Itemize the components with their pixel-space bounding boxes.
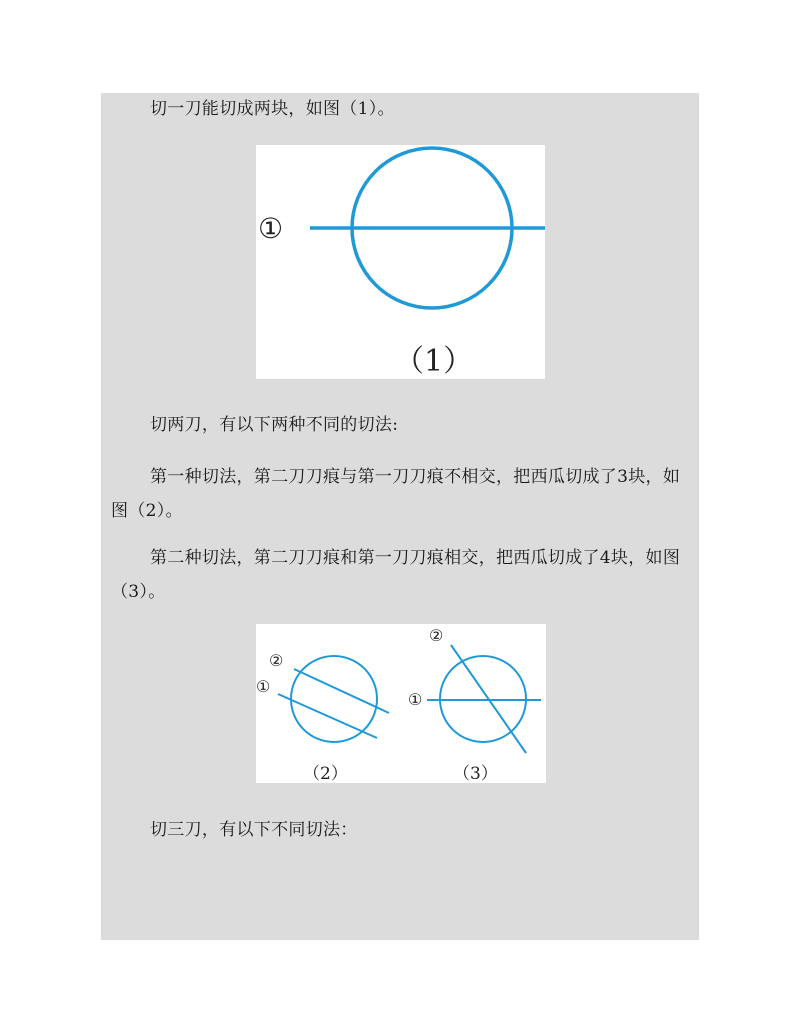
cut-marker-3-two: ② (429, 626, 444, 645)
cut-marker-2-one: ① (256, 677, 271, 696)
figure-caption-2: （2） (303, 764, 348, 783)
figure-caption-3: （3） (453, 764, 498, 783)
figure-3-crossing-cuts (408, 626, 541, 783)
paragraph-three-cuts: 切三刀，有以下不同切法： (150, 820, 358, 840)
figure-caption-1: （1） (394, 344, 474, 379)
cut-marker-2-two: ② (269, 651, 284, 670)
cut-marker-1: ① (258, 212, 284, 245)
paragraph-method-one: 第一种切法，第二刀刀痕与第一刀刀痕不相交，把西瓜切成了3块，如图（2）。 (111, 467, 681, 521)
figure-one-cut (256, 145, 545, 379)
figure-two-cuts (256, 624, 546, 783)
paragraph-one-cut: 切一刀能切成两块，如图（1）。 (150, 99, 395, 119)
watermelon-circle-2 (291, 656, 377, 742)
paragraph-method-two: 第二种切法，第二刀刀痕和第一刀刀痕相交，把西瓜切成了4块，如图（3）。 (111, 548, 681, 602)
cut-marker-3-one: ① (408, 690, 423, 709)
figure-2-parallel-cuts (256, 651, 389, 783)
paragraph-two-cuts: 切两刀，有以下两种不同的切法: (150, 415, 399, 435)
